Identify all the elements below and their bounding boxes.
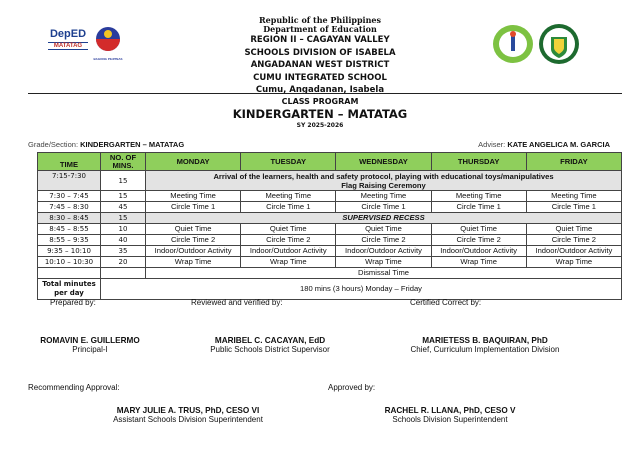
school-year: SY 2025-2026 — [296, 122, 344, 129]
activity-cell: Indoor/Outdoor Activity — [431, 246, 526, 257]
signatory-name: RACHEL R. LLANA, PhD, CESO V — [384, 406, 516, 415]
activity-cell: Indoor/Outdoor Activity — [241, 246, 336, 257]
recommending-label: Recommending Approval: — [28, 383, 120, 392]
activity-cell: Circle Time 2 — [336, 235, 431, 246]
table-header-row — [38, 153, 622, 171]
time-cell: 10:10 – 10:30 — [38, 257, 101, 268]
deped-logo-text: DepED — [49, 28, 87, 40]
certified-label: Certified Correct by: — [410, 298, 482, 307]
header-tuesday: TUESDAY — [241, 153, 336, 171]
activity-cell: Circle Time 1 — [431, 202, 526, 213]
activity-cell: Circle Time 2 — [526, 235, 621, 246]
signatory-title: Public Schools District Supervisor — [210, 345, 330, 354]
grade-label: Grade/Section: — [28, 140, 79, 149]
recess-cell: SUPERVISED RECESS — [146, 213, 622, 224]
time-cell: 7:30 – 7:45 — [38, 191, 101, 202]
mins-cell: 35 — [101, 246, 146, 257]
header-time: TIME — [38, 153, 101, 171]
activity-cell: Meeting Time — [336, 191, 431, 202]
prepared-label: Prepared by: — [50, 298, 96, 307]
activity-cell: Meeting Time — [526, 191, 621, 202]
activity-cell: Circle Time 2 — [241, 235, 336, 246]
table-row — [38, 235, 622, 246]
activity-cell: Circle Time 1 — [241, 202, 336, 213]
activity-cell: Wrap Time — [526, 257, 621, 268]
flag-ceremony-text: Flag Raising Ceremony — [341, 180, 426, 190]
time-cell: 8:30 – 8:45 — [38, 213, 101, 224]
activity-cell: Quiet Time — [526, 224, 621, 235]
approved-label: Approved by: — [328, 383, 376, 392]
header-wednesday: WEDNESDAY — [336, 153, 431, 171]
recommending-signatory — [98, 406, 278, 424]
dismissal-cell: Dismissal Time — [146, 268, 622, 279]
mins-cell: 40 — [101, 235, 146, 246]
grade-value: KINDERGARTEN – MATATAG — [80, 140, 185, 149]
time-cell: 8:55 – 9:35 — [38, 235, 101, 246]
activity-cell: Meeting Time — [146, 191, 241, 202]
time-cell: 7:45 – 8:30 — [38, 202, 101, 213]
signatory-name: MARIETESS B. BAQUIRAN, PhD — [422, 336, 548, 345]
republic-text: Republic of the Philippines — [258, 15, 381, 25]
mins-cell: 15 — [101, 171, 146, 191]
table-row — [38, 202, 622, 213]
activity-cell: Wrap Time — [146, 257, 241, 268]
activity-cell: Circle Time 1 — [526, 202, 621, 213]
activity-cell: Circle Time 1 — [336, 202, 431, 213]
activity-cell: Meeting Time — [241, 191, 336, 202]
prepared-signatory — [20, 336, 160, 354]
activity-cell: Wrap Time — [336, 257, 431, 268]
adviser — [478, 140, 610, 149]
header-divider — [28, 93, 622, 94]
document-type: CLASS PROGRAM — [281, 97, 359, 106]
table-row — [38, 246, 622, 257]
arrival-text: Arrival of the learners, health and safety protocol, playing with educational toys/manipulatives — [213, 171, 554, 181]
activity-cell: Circle Time 2 — [431, 235, 526, 246]
document-title: KINDERGARTEN – MATATAG — [232, 107, 408, 121]
reviewed-signatory — [190, 336, 350, 354]
adviser-value: KATE ANGELICA M. GARCIA — [507, 140, 610, 149]
signatory-name: ROMAVIN E. GUILLERMO — [40, 336, 140, 345]
school-text: CUMU INTEGRATED SCHOOL — [253, 72, 387, 83]
signatory-title: Principal-I — [72, 345, 108, 354]
total-label: Total minutes per day — [38, 279, 101, 300]
activity-cell: Quiet Time — [431, 224, 526, 235]
signatory-title: Schools Division Superintendent — [392, 415, 508, 424]
table-row-dismissal — [38, 268, 622, 279]
empty-cell — [38, 268, 101, 279]
mins-cell: 20 — [101, 257, 146, 268]
activity-cell: Indoor/Outdoor Activity — [526, 246, 621, 257]
table-row-arrival — [38, 171, 622, 191]
time-cell: 9:35 – 10:10 — [38, 246, 101, 257]
table-row — [38, 213, 622, 224]
activity-cell: Meeting Time — [431, 191, 526, 202]
total-value: 180 mins (3 hours) Monday – Friday — [101, 279, 622, 300]
table-row — [38, 191, 622, 202]
division-text: SCHOOLS DIVISION OF ISABELA — [244, 47, 396, 58]
signatory-title: Assistant Schools Division Superintendent — [113, 415, 263, 424]
activity-cell: Quiet Time — [241, 224, 336, 235]
matatag-logo-text: MATATAG — [48, 42, 88, 50]
arrival-cell — [146, 171, 622, 191]
activity-cell: Quiet Time — [336, 224, 431, 235]
empty-cell — [101, 268, 146, 279]
approved-signatory — [370, 406, 530, 424]
mins-cell: 15 — [101, 191, 146, 202]
table-row — [38, 257, 622, 268]
time-cell: 8:45 – 8:55 — [38, 224, 101, 235]
bagong-pilipinas-text: BAGONG PILIPINAS — [93, 57, 123, 61]
activity-cell: Quiet Time — [146, 224, 241, 235]
header-thursday: THURSDAY — [431, 153, 526, 171]
header-friday: FRIDAY — [526, 153, 621, 171]
table-row — [38, 224, 622, 235]
activity-cell: Wrap Time — [431, 257, 526, 268]
department-text: Department of Education — [263, 24, 377, 34]
signatory-name: MARY JULIE A. TRUS, PhD, CESO VI — [116, 406, 260, 415]
mins-cell: 45 — [101, 202, 146, 213]
adviser-label: Adviser: — [478, 140, 506, 149]
district-text: ANGADANAN WEST DISTRICT — [250, 60, 390, 70]
time-cell: 7:15-7:30 — [38, 171, 101, 191]
letterhead — [0, 16, 640, 97]
activity-cell: Wrap Time — [241, 257, 336, 268]
activity-cell: Circle Time 1 — [146, 202, 241, 213]
address-text: Cumu, Angadanan, Isabela — [255, 85, 385, 95]
reviewed-label: Reviewed and verified by: — [191, 298, 283, 307]
header-mins: NO. OF MINS. — [101, 153, 146, 171]
grade-section — [28, 140, 184, 149]
activity-cell: Circle Time 2 — [146, 235, 241, 246]
table-row-total — [38, 279, 622, 300]
activity-cell: Indoor/Outdoor Activity — [336, 246, 431, 257]
mins-cell: 10 — [101, 224, 146, 235]
signatory-name: MARIBEL C. CACAYAN, EdD — [214, 336, 326, 345]
mins-cell: 15 — [101, 213, 146, 224]
activity-cell: Indoor/Outdoor Activity — [146, 246, 241, 257]
header-monday: MONDAY — [146, 153, 241, 171]
certified-signatory — [390, 336, 580, 354]
class-program-table — [37, 152, 622, 300]
region-text: REGION II – CAGAYAN VALLEY — [250, 35, 390, 45]
signatory-title: Chief, Curriculum Implementation Division — [410, 345, 560, 354]
